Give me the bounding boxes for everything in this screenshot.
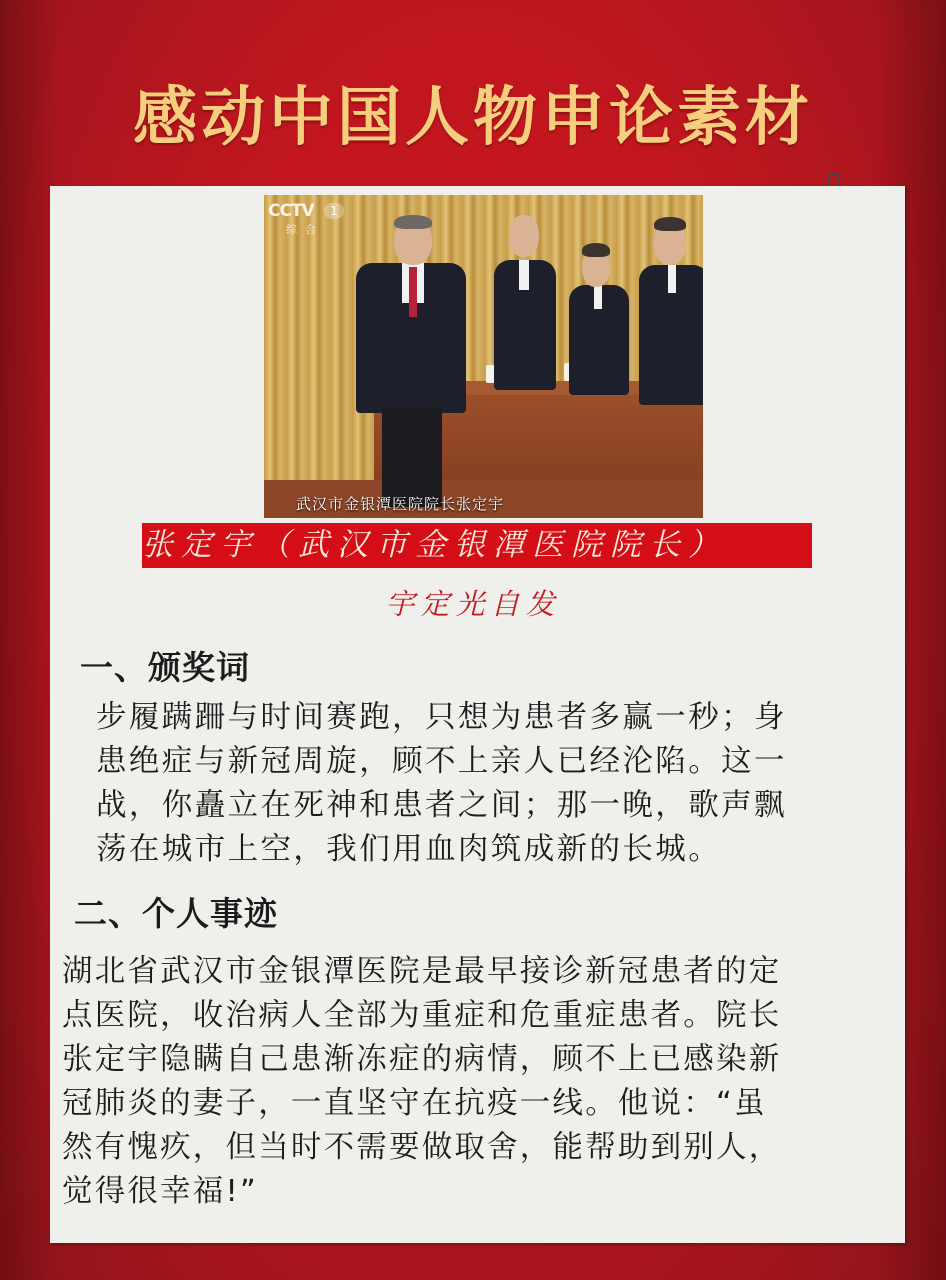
text-line: 湖北省武汉市金银潭医院是最早接诊新冠患者的定 bbox=[62, 954, 782, 989]
text-line: 觉得很幸福!” bbox=[62, 1174, 258, 1209]
text-line: 荡在城市上空，我们用血肉筑成新的长城。 bbox=[96, 832, 722, 867]
award-text bbox=[96, 696, 787, 872]
name-banner: 张定宇（武汉市金银潭医院院长） bbox=[142, 523, 812, 568]
text-line: 冠肺炎的妻子，一直坚守在抗疫一线。他说：“虽 bbox=[62, 1086, 767, 1121]
text-line: 战，你矗立在死神和患者之间；那一晚，歌声飘 bbox=[96, 788, 787, 823]
text-line: 然有愧疚，但当时不需要做取舍，能帮助到别人， bbox=[62, 1130, 782, 1165]
section-heading-award: 一、颁奖词 bbox=[80, 648, 250, 687]
text-line: 张定宇隐瞒自己患渐冻症的病情，顾不上已感染新 bbox=[62, 1042, 782, 1077]
channel-number: 1 bbox=[324, 203, 344, 219]
award-photo bbox=[264, 195, 703, 518]
text-line: 点医院，收治病人全部为重症和危重症患者。院长 bbox=[62, 998, 782, 1033]
section-heading-deeds: 二、个人事迹 bbox=[74, 894, 278, 933]
deeds-text bbox=[62, 950, 781, 1214]
text-line: 步履蹒跚与时间赛跑，只想为患者多赢一秒；身 bbox=[96, 700, 787, 735]
cctv-logo: CCTV bbox=[268, 201, 314, 221]
photo-caption: 武汉市金银潭医院院长张定宇 bbox=[296, 495, 505, 513]
channel-sub: 综合 bbox=[286, 223, 324, 236]
page-title: 感动中国人物申论素材 bbox=[133, 81, 813, 155]
subtitle: 宇定光自发 bbox=[385, 587, 561, 621]
text-line: 患绝症与新冠周旋，顾不上亲人已经沦陷。这一 bbox=[96, 744, 787, 779]
